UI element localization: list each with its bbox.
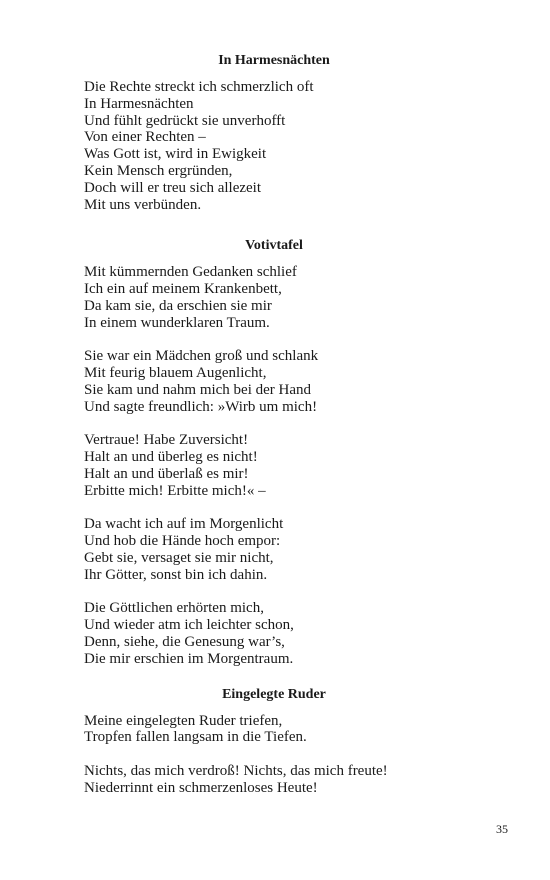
verse-line: Die Rechte streckt ich schmerzlich oft (84, 79, 314, 95)
verse-line: Und sagte freundlich: »Wirb um mich! (84, 398, 318, 415)
verse-line: Und fühlt gedrückt sie unverhofft (84, 112, 286, 129)
verse-line: Halt an und überlaß es mir! (84, 465, 249, 482)
verse-line: Denn, siehe, die Genesung war’s, (84, 633, 285, 650)
stanza (84, 713, 464, 747)
verse-line: Tropfen fallen langsam in die Tiefen. (84, 729, 307, 746)
verse-line: Nichts, das mich verdroß! Nichts, das mich freute! (84, 762, 388, 779)
verse-line: Da wacht ich auf im Morgenlicht (84, 516, 284, 533)
verse-line: Meine eingelegten Ruder triefen, (84, 712, 283, 729)
verse-line: Gebt sie, versaget sie mir nicht, (84, 549, 274, 566)
verse-line: Die Göttlichen erhörten mich, (84, 600, 264, 617)
verse-line: Mit uns verbünden. (84, 196, 202, 213)
verse-line: Erbitte mich! Erbitte mich!« – (84, 482, 266, 499)
stanza (84, 432, 464, 499)
stanza (84, 516, 464, 583)
stanza (84, 264, 464, 331)
poem-title: Votivtafel (245, 238, 303, 254)
verse-line: Ihr Götter, sonst bin ich dahin. (84, 566, 268, 583)
page-content (84, 52, 464, 796)
poem-eingelegte-ruder (84, 713, 464, 797)
verse-line: Niederrinnt ein schmerzenloses Heute! (84, 779, 318, 796)
verse-line: In Harmesnächten (84, 95, 194, 112)
poem-votivtafel (84, 264, 464, 667)
verse-line: Ich ein auf meinem Krankenbett, (84, 281, 282, 298)
stanza (84, 79, 464, 213)
verse-line: Doch will er treu sich allezeit (84, 179, 262, 196)
verse-line: Vertraue! Habe Zuversicht! (84, 432, 249, 449)
verse-line: Die mir erschien im Morgentraum. (84, 650, 294, 667)
verse-line: Kein Mensch ergründen, (84, 162, 233, 179)
verse-line: Mit feurig blauem Augenlicht, (84, 365, 267, 382)
verse-line: Sie war ein Mädchen groß und schlank (84, 348, 319, 365)
verse-line: Da kam sie, da erschien sie mir (84, 297, 272, 314)
verse-line: Mit kümmernden Gedanken schlief (84, 264, 297, 281)
verse-line: Von einer Rechten – (84, 129, 206, 146)
stanza (84, 348, 464, 415)
verse-line: Und wieder atm ich leichter schon, (84, 617, 294, 634)
verse-line: Was Gott ist, wird in Ewigkeit (84, 146, 267, 163)
page-number: 35 (496, 822, 508, 836)
verse-line: Sie kam und nahm mich bei der Hand (84, 381, 312, 398)
poem-title: In Harmesnächten (218, 53, 330, 68)
verse-line: Und hob die Hände hoch empor: (84, 533, 281, 550)
stanza (84, 600, 464, 667)
poem-in-harmesnaechten (84, 79, 464, 213)
verse-line: In einem wunderklaren Traum. (84, 314, 270, 331)
poem-title: Eingelegte Ruder (222, 686, 326, 702)
stanza (84, 763, 464, 797)
verse-line: Halt an und überleg es nicht! (84, 449, 258, 466)
